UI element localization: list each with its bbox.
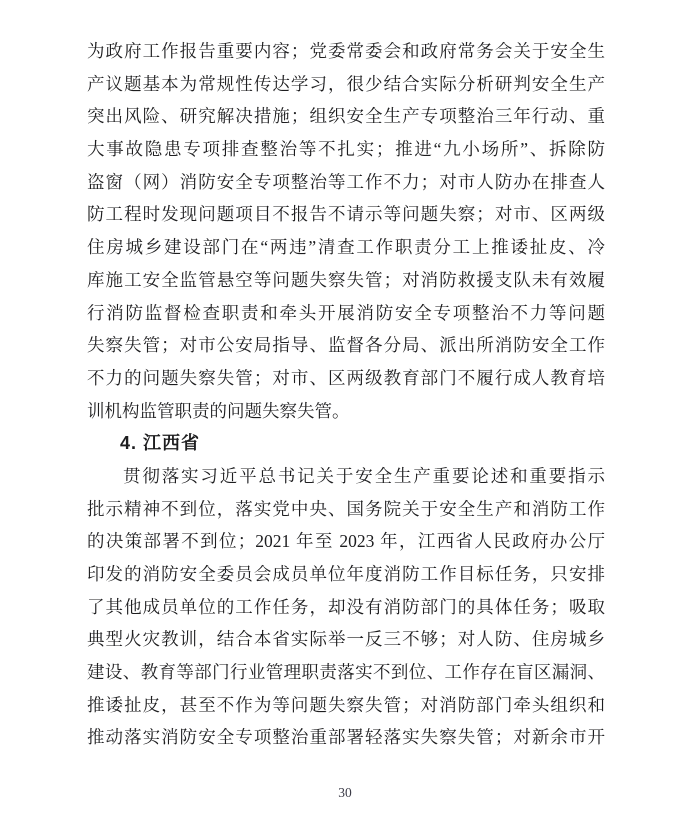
text-line: 推动落实消防安全专项整治重部署轻落实失察失管；对新余市开	[87, 727, 605, 748]
text-line: 的决策部署不到位；2021 年至 2023 年，江西省人民政府办公厅	[87, 531, 605, 552]
text-line: 失察失管；对市公安局指导、监督各分局、派出所消防安全工作	[87, 335, 605, 356]
text-line: 住房城乡建设部门在“两违”清查工作职责分工上推诿扯皮、冷	[87, 237, 605, 258]
text-line: 大事故隐患专项排查整治等不扎实；推进“九小场所”、拆除防	[87, 139, 605, 160]
text-line: 为政府工作报告重要内容；党委常委会和政府常务会关于安全生	[87, 41, 605, 61]
text-line: 了其他成员单位的工作任务，却没有消防部门的具体任务；吸取	[87, 596, 605, 617]
text-line: 库施工安全监管悬空等问题失察失管；对消防救援支队未有效履	[87, 269, 605, 290]
text-line: 不力的问题失察失管；对市、区两级教育部门不履行成人教育培	[87, 367, 605, 388]
text-line: 防工程时发现问题项目不报告不请示等问题失察；对市、区两级	[87, 204, 605, 225]
text-line: 产议题基本为常规性传达学习，很少结合实际分析研判安全生产	[87, 73, 605, 94]
paragraph-end-line: 训机构监管职责的问题失察失管。	[87, 400, 350, 421]
section-heading: 4. 江西省	[120, 433, 201, 454]
page-number: 30	[338, 785, 352, 800]
text-line: 盗窗（网）消防安全专项整治等工作不力；对市人防办在排查人	[87, 171, 605, 192]
text-line: 突出风险、研究解决措施；组织安全生产专项整治三年行动、重	[87, 106, 605, 127]
paragraph-first-line: 贯彻落实习近平总书记关于安全生产重要论述和重要指示	[123, 465, 605, 486]
text-line: 批示精神不到位，落实党中央、国务院关于安全生产和消防工作	[87, 498, 605, 519]
text-line: 建设、教育等部门行业管理职责落实不到位、工作存在盲区漏洞、	[87, 662, 605, 683]
text-line: 典型火灾教训，结合本省实际举一反三不够；对人防、住房城乡	[87, 629, 605, 650]
text-line: 推诿扯皮，甚至不作为等问题失察失管；对消防部门牵头组织和	[87, 694, 605, 715]
text-block	[87, 35, 605, 754]
text-line: 行消防监督检查职责和牵头开展消防安全专项整治不力等问题	[87, 302, 605, 323]
text-line: 印发的消防安全委员会成员单位年度消防工作目标任务，只安排	[87, 564, 605, 584]
